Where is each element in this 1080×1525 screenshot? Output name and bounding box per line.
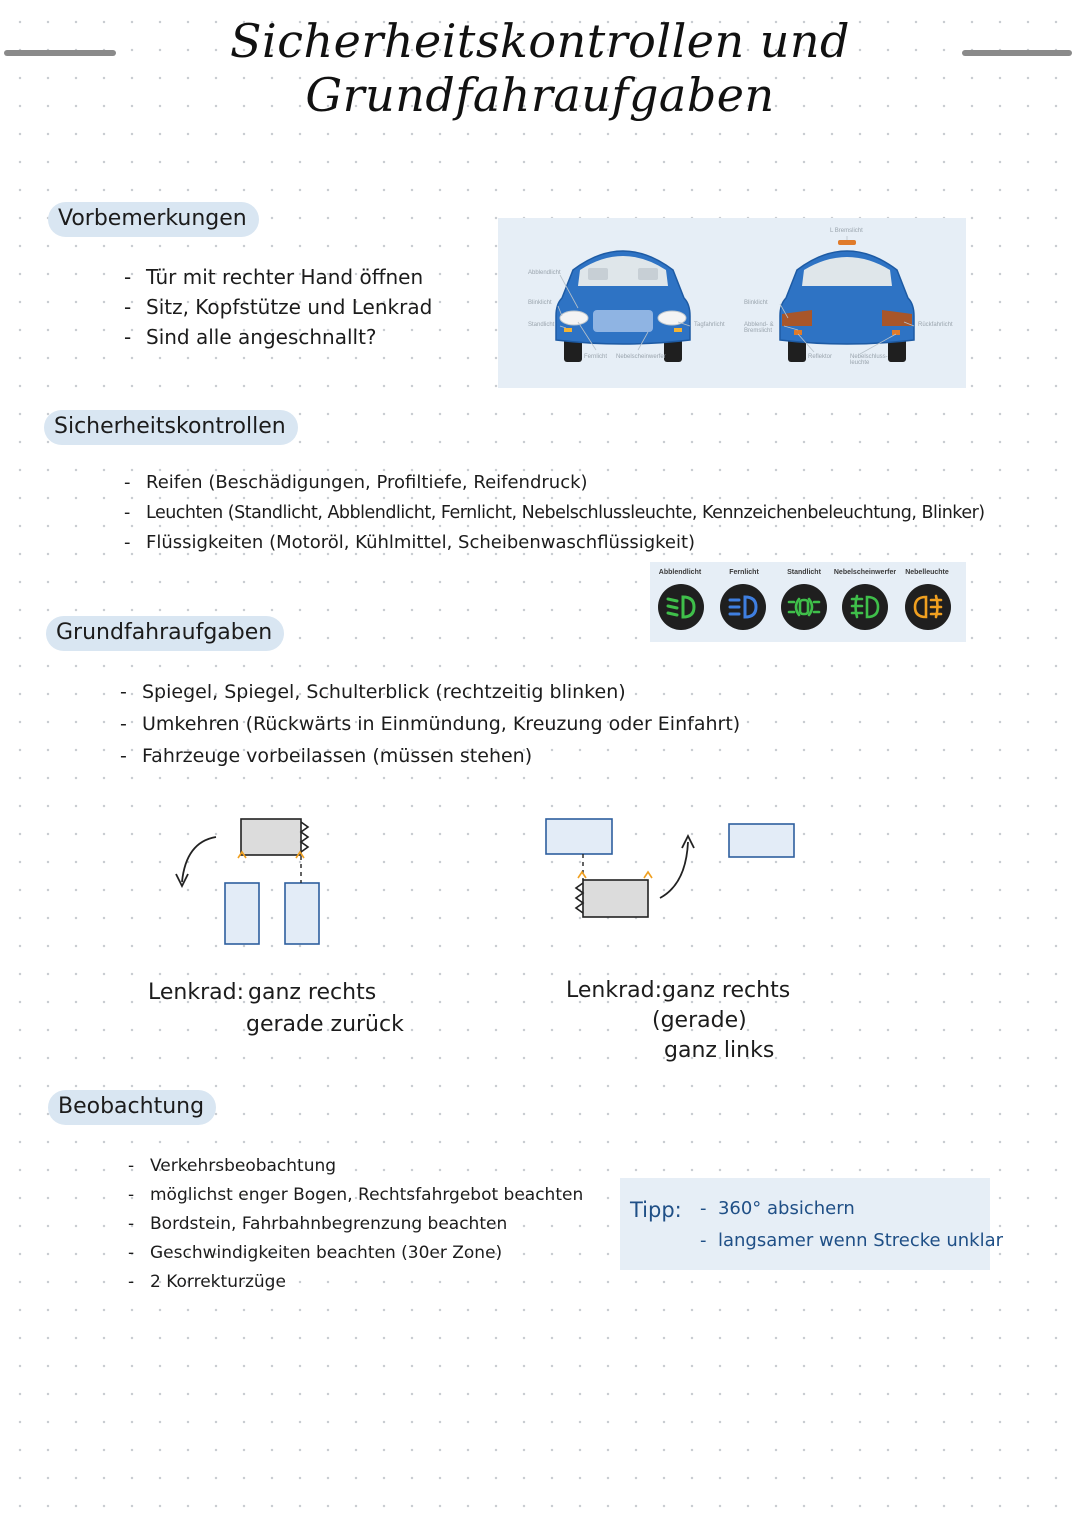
indicator-mark: [578, 872, 586, 878]
car-illustration: [498, 218, 966, 388]
parked-car: [729, 824, 794, 857]
tip-label: Tipp:: [630, 1198, 682, 1222]
list-item: - Bordstein, Fahrbahnbegrenzung beachten: [128, 1210, 583, 1239]
list-item: - Verkehrsbeobachtung: [128, 1152, 583, 1181]
list-item: - Reifen (Beschädigungen, Profiltiefe, Reifendruck): [124, 468, 985, 498]
list-item: - Geschwindigkeiten beachten (30er Zone): [128, 1239, 583, 1268]
indicator-mark: [644, 872, 652, 878]
tip-item-text: langsamer wenn Strecke unklar: [717, 1230, 1003, 1251]
turning-car: [583, 880, 648, 917]
rear-fog-icon: [905, 584, 951, 630]
list-grundfahraufgaben: [120, 676, 740, 772]
fog-light-icon: [842, 584, 888, 630]
low-beam-icon: [658, 584, 704, 630]
car-front-zigzag: [301, 822, 308, 852]
light-controls-panel: [650, 562, 966, 642]
maneuver-diagram-left: [160, 800, 360, 960]
tip-item-text: 360° absichern: [717, 1198, 855, 1219]
car-label: L Bremslicht: [830, 228, 863, 234]
list-item: - 2 Korrekturzüge: [128, 1268, 583, 1297]
car-label: Tagfahrlicht: [694, 322, 725, 328]
heading-sicherheitskontrollen: Sicherheitskontrollen: [44, 410, 298, 445]
list-item: - Leuchten (Standlicht, Abblendlicht, Fernlicht, Nebelschlussleuchte, Kennzeichenbeleuchtung, Blinker): [124, 498, 985, 528]
list-item: - Umkehren (Rückwärts in Einmündung, Kreuzung oder Einfahrt): [120, 708, 740, 740]
list-item: - Sitz, Kopfstütze und Lenkrad: [124, 292, 432, 322]
list-vorbemerkungen: [124, 262, 432, 352]
page-title: Sicherheitskontrollen und Grundfahraufgaben: [230, 14, 850, 122]
car-rear-zigzag: [576, 883, 583, 913]
car-lights-figure: [498, 218, 966, 388]
car-label: Blinklicht: [744, 300, 768, 306]
maneuver-right-label: Lenkrad:: [566, 978, 662, 1003]
maneuver-right-line: ganz links: [664, 1038, 775, 1063]
tip-box: [620, 1178, 1003, 1270]
car-label: Fernlicht: [584, 354, 608, 360]
parked-car: [285, 883, 319, 944]
maneuver-diagram-right: [540, 810, 810, 930]
turning-car: [241, 819, 301, 855]
tip-dash: -: [700, 1198, 718, 1219]
car-label: Standlicht: [528, 322, 555, 328]
tip-item: [700, 1230, 1003, 1251]
list-item: - Fahrzeuge vorbeilassen (müssen stehen): [120, 740, 740, 772]
maneuver-left-label: Lenkrad:: [148, 980, 244, 1005]
car-rear: [780, 240, 914, 362]
maneuver-left-line: ganz rechts: [248, 980, 377, 1005]
car-label: Blinklicht: [528, 300, 552, 306]
list-sicherheitskontrollen: [124, 468, 985, 558]
car-label: Nebelschluss-leuchte: [850, 354, 888, 366]
light-control-label: Abblendlicht: [658, 569, 702, 576]
turn-arrow: [660, 842, 688, 898]
tip-dash: -: [700, 1230, 718, 1251]
list-item: - Spiegel, Spiegel, Schulterblick (rechtzeitig blinken): [120, 676, 740, 708]
heading-vorbemerkungen: Vorbemerkungen: [48, 202, 259, 237]
list-item: - Tür mit rechter Hand öffnen: [124, 262, 432, 292]
light-control-label: Standlicht: [787, 569, 821, 576]
heading-beobachtung: Beobachtung: [48, 1090, 216, 1125]
list-beobachtung: [128, 1152, 583, 1297]
car-front: [556, 251, 690, 362]
tip-item: [700, 1198, 855, 1219]
list-item: - Flüssigkeiten (Motoröl, Kühlmittel, Scheibenwaschflüssigkeit): [124, 528, 985, 558]
heading-grundfahraufgaben: Grundfahraufgaben: [46, 616, 284, 651]
car-label: Rückfahrlicht: [918, 322, 953, 328]
car-label: Reflektor: [808, 354, 833, 360]
maneuver-right-line: ganz rechts: [662, 978, 791, 1003]
parking-light-icon: [781, 584, 827, 630]
high-beam-icon: [720, 584, 766, 630]
car-label: Nebelscheinwerfer: [616, 354, 666, 360]
maneuver-right-line: (gerade): [652, 1008, 747, 1033]
parked-car: [225, 883, 259, 944]
list-item: - möglichst enger Bogen, Rechtsfahrgebot beachten: [128, 1181, 583, 1210]
list-item: - Sind alle angeschnallt?: [124, 322, 432, 352]
light-control-label: Fernlicht: [729, 569, 759, 576]
parked-car: [546, 819, 612, 854]
maneuver-left-line: gerade zurück: [246, 1012, 404, 1037]
light-control-label: Nebelleuchte: [905, 569, 949, 576]
car-label: Abblend- & Bremslicht: [744, 322, 774, 334]
car-label: Abblendlicht: [528, 270, 561, 276]
light-control-label: Nebelscheinwerfer: [833, 569, 897, 576]
